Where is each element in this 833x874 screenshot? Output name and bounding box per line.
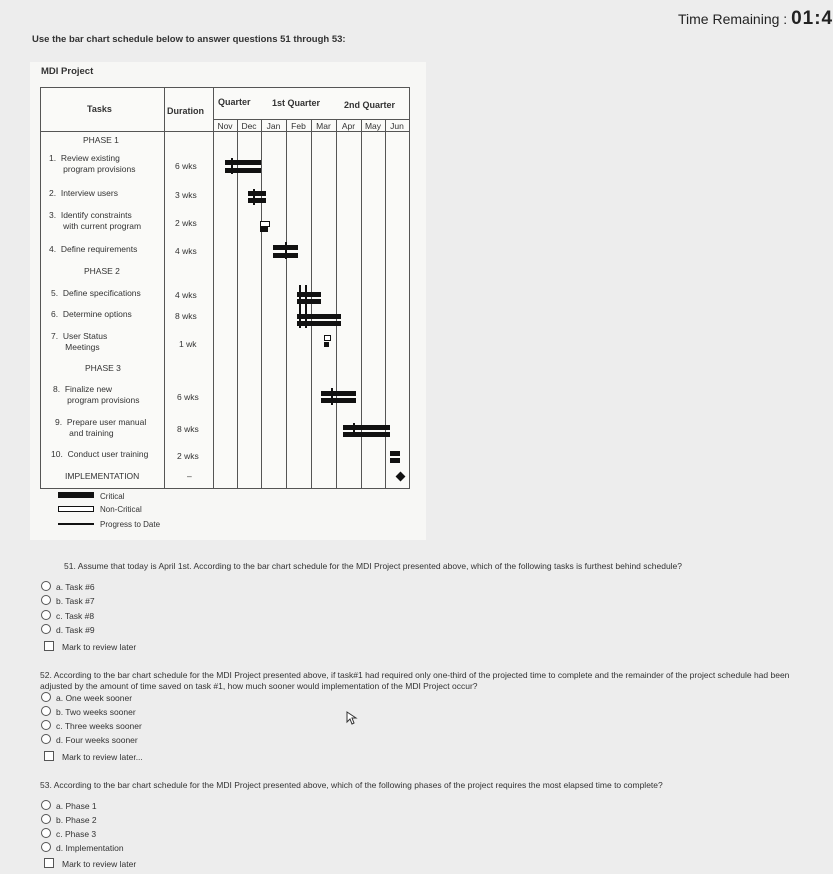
task-10-critical-bar <box>390 458 400 463</box>
radio-button-icon[interactable] <box>41 842 51 852</box>
task-duration: 4 wks <box>175 290 197 300</box>
grid-line <box>336 119 337 488</box>
radio-button-icon[interactable] <box>41 624 51 634</box>
month-label: Feb <box>291 121 306 131</box>
q51-option-c[interactable]: c. Task #8 <box>41 610 94 621</box>
q52-option-d[interactable]: d. Four weeks sooner <box>41 734 138 745</box>
col-tasks-header: Tasks <box>87 104 112 114</box>
month-label: May <box>364 121 382 131</box>
task-9-critical-bar <box>343 425 390 430</box>
month-label: Dec <box>241 121 257 131</box>
month-label: Jun <box>390 121 404 131</box>
header-line <box>213 119 409 120</box>
question-51-text: 51. Assume that today is April 1st. According to the bar chart schedule for the MDI Project presented above, which of the following tasks is furthest behind schedule? <box>64 561 683 571</box>
checkbox-icon[interactable] <box>44 751 54 761</box>
task-row: 5. Define specifications <box>51 288 141 298</box>
month-label: Jan <box>266 121 281 131</box>
radio-button-icon[interactable] <box>41 814 51 824</box>
grid-line <box>164 88 165 488</box>
task-8-critical-bar <box>321 398 356 403</box>
task-9-progress-mark <box>353 423 355 437</box>
task-duration: 1 wk <box>179 339 197 349</box>
legend-progress-swatch <box>58 523 94 525</box>
radio-button-icon[interactable] <box>41 610 51 620</box>
task-6-critical-bar <box>297 321 341 326</box>
q53-option-a[interactable]: a. Phase 1 <box>41 800 97 811</box>
task-row: 6. Determine options <box>51 309 132 319</box>
legend-critical-label: Critical <box>100 492 125 501</box>
grid-line <box>237 119 238 488</box>
task-9-critical-bar <box>343 432 390 437</box>
month-label: Mar <box>316 121 331 131</box>
timer-value: 01:4 <box>791 8 833 29</box>
radio-button-icon[interactable] <box>41 595 51 605</box>
question-52-text: 52. According to the bar chart schedule for the MDI Project presented above, if task#1 had required only one-third of the projected time to complete and the remainder of the project schedule had been adjusted by the amount of time saved on task #1, how much sooner would implementation of the MDI Project occur? <box>40 670 790 691</box>
task-7-critical-bar <box>324 342 329 347</box>
month-label: Apr <box>341 121 356 131</box>
q53-option-c[interactable]: c. Phase 3 <box>41 828 96 839</box>
chart-title: MDI Project <box>41 66 94 77</box>
grid-line <box>213 88 214 488</box>
radio-button-icon[interactable] <box>41 692 51 702</box>
task-2-progress-mark <box>253 189 255 205</box>
implementation-duration: – <box>187 471 192 481</box>
phase-1-label: PHASE 1 <box>83 135 119 145</box>
time-remaining <box>678 8 833 30</box>
q53-mark-review[interactable]: Mark to review later <box>44 858 136 869</box>
timer-label: Time Remaining : <box>678 11 788 27</box>
task-1-progress-mark <box>231 158 233 174</box>
month-label: Nov <box>217 121 233 131</box>
task-duration: 2 wks <box>175 218 197 228</box>
task-row: 9. Prepare user manual and training <box>55 417 147 438</box>
mouse-cursor-icon <box>346 711 358 725</box>
task-5-6-progress-mark <box>305 285 307 328</box>
task-duration: 3 wks <box>175 190 197 200</box>
grid-line <box>261 119 262 488</box>
task-7-noncritical-bar <box>324 335 331 341</box>
task-duration: 6 wks <box>177 392 199 402</box>
radio-button-icon[interactable] <box>41 734 51 744</box>
phase-3-label: PHASE 3 <box>85 363 121 373</box>
q53-option-b[interactable]: b. Phase 2 <box>41 814 97 825</box>
task-row: 3. Identify constraints with current program <box>49 210 142 231</box>
quarter-1-header: 1st Quarter <box>272 98 321 108</box>
q51-mark-review[interactable]: Mark to review later <box>44 641 136 652</box>
q52-option-b[interactable]: b. Two weeks sooner <box>41 706 136 717</box>
radio-button-icon[interactable] <box>41 828 51 838</box>
task-duration: 6 wks <box>175 161 197 171</box>
task-row: 2. Interview users <box>49 188 118 198</box>
task-duration: 8 wks <box>177 424 199 434</box>
radio-button-icon[interactable] <box>41 800 51 810</box>
checkbox-icon[interactable] <box>44 858 54 868</box>
header-line <box>41 131 409 132</box>
q51-option-a[interactable]: a. Task #6 <box>41 581 95 592</box>
legend-critical-swatch <box>58 492 94 498</box>
q51-option-b[interactable]: b. Task #7 <box>41 595 95 606</box>
implementation-label: IMPLEMENTATION <box>65 471 140 481</box>
q52-mark-review[interactable]: Mark to review later... <box>44 751 143 762</box>
task-6-critical-bar <box>297 314 341 319</box>
task-5-6-progress-mark <box>299 285 301 328</box>
q51-option-d[interactable]: d. Task #9 <box>41 624 95 635</box>
task-8-critical-bar <box>321 391 356 396</box>
quarter-header: Quarter <box>218 97 251 107</box>
task-4-progress-mark <box>285 242 287 259</box>
phase-2-label: PHASE 2 <box>84 266 120 276</box>
implementation-milestone <box>396 472 406 482</box>
legend-progress-label: Progress to Date <box>100 520 161 529</box>
gantt-chart <box>40 87 410 489</box>
task-row: 1. Review existing program provisions <box>49 153 136 174</box>
instructions: Use the bar chart schedule below to answer questions 51 through 53: <box>32 34 346 45</box>
legend-noncritical-label: Non-Critical <box>100 505 142 514</box>
task-row: 4. Define requirements <box>49 244 138 254</box>
radio-button-icon[interactable] <box>41 720 51 730</box>
q52-option-a[interactable]: a. One week sooner <box>41 692 132 703</box>
task-3-critical-bar <box>260 227 268 232</box>
task-row: 8. Finalize new program provisions <box>53 384 140 405</box>
grid-line <box>286 119 287 488</box>
question-53-text: 53. According to the bar chart schedule for the MDI Project presented above, which of the following phases of the project requires the most elapsed time to complete? <box>40 780 663 790</box>
q52-option-c[interactable]: c. Three weeks sooner <box>41 720 142 731</box>
quarter-2-header: 2nd Quarter <box>344 100 396 110</box>
task-8-progress-mark <box>331 388 333 405</box>
task-duration: 2 wks <box>177 451 199 461</box>
radio-button-icon[interactable] <box>41 706 51 716</box>
task-row: 7. User Status Meetings <box>51 331 108 352</box>
task-row: 10. Conduct user training <box>51 449 149 459</box>
task-duration: 8 wks <box>175 311 197 321</box>
col-duration-header: Duration <box>167 106 204 116</box>
task-2-critical-bar <box>248 198 266 203</box>
task-10-critical-bar <box>390 451 400 456</box>
legend-noncritical-swatch <box>58 506 94 512</box>
checkbox-icon[interactable] <box>44 641 54 651</box>
q53-option-d[interactable]: d. Implementation <box>41 842 124 853</box>
task-duration: 4 wks <box>175 246 197 256</box>
task-2-critical-bar <box>248 191 266 196</box>
radio-button-icon[interactable] <box>41 581 51 591</box>
